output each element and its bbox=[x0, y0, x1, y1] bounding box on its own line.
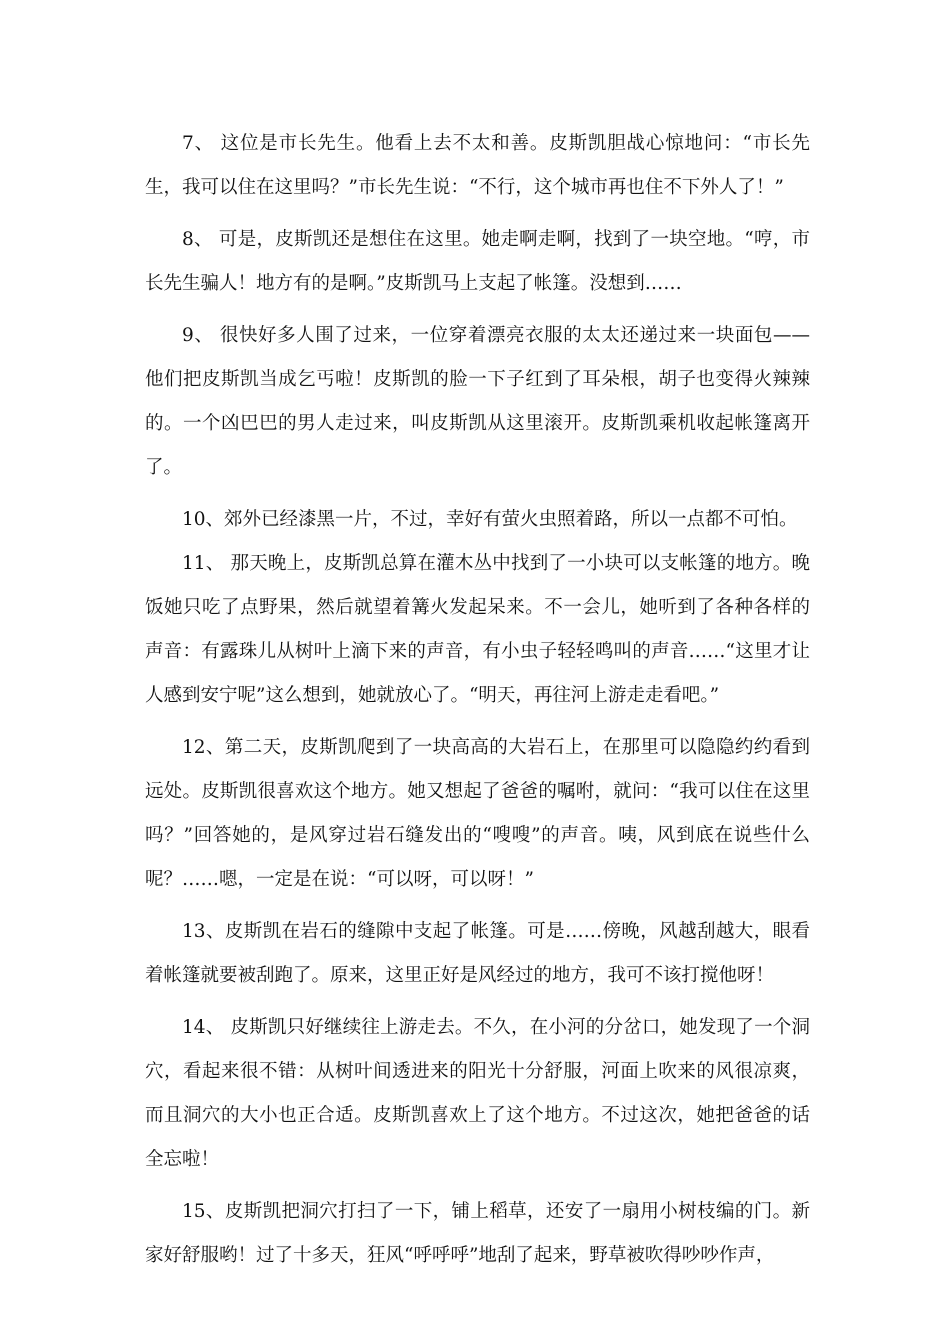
paragraph-8: 8、 可是，皮斯凯还是想住在这里。她走啊走啊，找到了一块空地。“哼，市长先生骗人！地方有的是啊。”皮斯凯马上支起了帐篷。没想到…… bbox=[145, 229, 810, 294]
document-body bbox=[145, 122, 810, 1278]
paragraph-14: 14、 皮斯凯只好继续往上游走去。不久，在小河的分岔口，她发现了一个洞穴，看起来很不错：从树叶间透进来的阳光十分舒服，河面上吹来的风很凉爽，而且洞穴的大小也正合适。皮斯凯喜欢上了这个地方。不过这次，她把爸爸的话全忘啦！ bbox=[145, 1017, 810, 1170]
paragraph-11: 11、 那天晚上，皮斯凯总算在灌木丛中找到了一小块可以支帐篷的地方。晚饭她只吃了点野果，然后就望着篝火发起呆来。不一会儿，她听到了各种各样的声音：有露珠儿从树叶上滴下来的声音，有小虫子轻轻鸣叫的声音……“这里才让人感到安宁呢”这么想到，她就放心了。“明天，再往河上游走走看吧。” bbox=[145, 553, 810, 706]
paragraph-9: 9、 很快好多人围了过来，一位穿着漂亮衣服的太太还递过来一块面包——他们把皮斯凯当成乞丐啦！皮斯凯的脸一下子红到了耳朵根，胡子也变得火辣辣的。一个凶巴巴的男人走过来，叫皮斯凯从这里滚开。皮斯凯乘机收起帐篷离开了。 bbox=[145, 325, 810, 478]
paragraph-7: 7、 这位是市长先生。他看上去不太和善。皮斯凯胆战心惊地问：“市长先生，我可以住在这里吗？”市长先生说：“不行，这个城市再也住不下外人了！” bbox=[145, 133, 810, 198]
paragraph-12: 12、第二天，皮斯凯爬到了一块高高的大岩石上，在那里可以隐隐约约看到远处。皮斯凯很喜欢这个地方。她又想起了爸爸的嘱咐，就问：“我可以住在这里吗？”回答她的，是风穿过岩石缝发出的“嗖嗖”的声音。咦，风到底在说些什么呢？……嗯，一定是在说：“可以呀，可以呀！” bbox=[145, 737, 810, 890]
paragraph-13: 13、皮斯凯在岩石的缝隙中支起了帐篷。可是……傍晚，风越刮越大，眼看着帐篷就要被刮跑了。原来，这里正好是风经过的地方，我可不该打搅他呀！ bbox=[145, 921, 810, 986]
paragraph-10: 10、郊外已经漆黑一片，不过，幸好有萤火虫照着路，所以一点都不可怕。 bbox=[182, 509, 798, 530]
paragraph-15: 15、皮斯凯把洞穴打扫了一下，铺上稻草，还安了一扇用小树枝编的门。新家好舒服哟！过了十多天，狂风“呼呼呼”地刮了起来，野草被吹得吵吵作声， bbox=[145, 1201, 810, 1266]
